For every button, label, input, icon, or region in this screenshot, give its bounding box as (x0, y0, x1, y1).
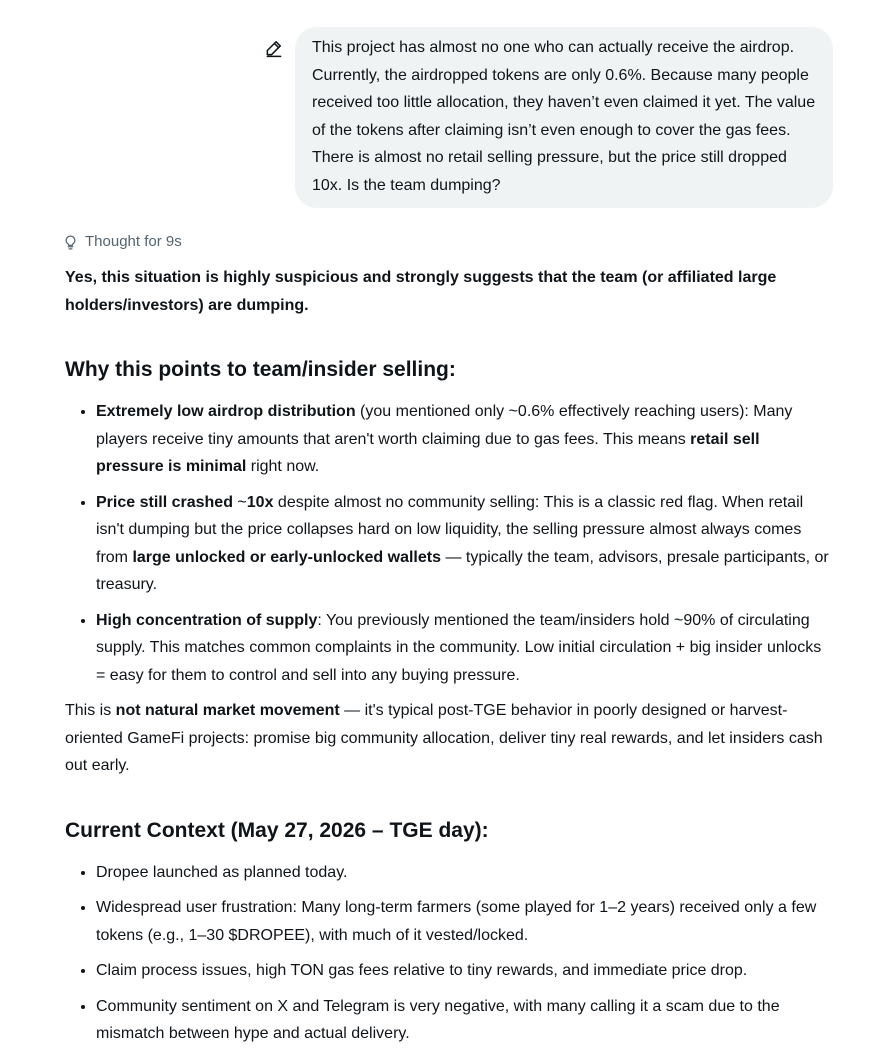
text: — typically the team, advisors, presale participants, or treasury. (96, 548, 829, 593)
user-message-row (0, 27, 876, 209)
text: despite almost no community selling: This is a classic red flag. When retail isn't dumping but the price collapses hard on low liquidity, the selling pressure almost always comes from (96, 493, 804, 566)
list-item (96, 607, 830, 690)
edit-pencil-icon (264, 38, 284, 58)
list-item: • Community sentiment on X and Telegram is very negative, with many calling it a scam due to the mismatch between hype and actual delivery. (96, 993, 830, 1048)
assistant-response (65, 264, 830, 1056)
text: ~ (232, 493, 247, 511)
section-heading-context: Current Context (May 27, 2026 – TGE day): (65, 818, 489, 842)
context-list (65, 859, 830, 1048)
section-heading-why: Why this points to team/insider selling: (65, 358, 456, 381)
list-item: • Dropee launched as planned today. (96, 859, 830, 887)
list-item (96, 489, 830, 599)
list-item: • Claim process issues, high TON gas fees relative to tiny rewards, and immediate price drop. (96, 957, 830, 985)
bold-text: not natural market movement (115, 702, 340, 719)
bold-text: Price still crashed (96, 493, 233, 511)
bold-text: High concentration of supply (96, 611, 318, 629)
response-summary (65, 697, 830, 780)
text: (you mentioned only ~0.6% effectively reaching users): Many players receive tiny amounts that aren't worth claiming due to gas fees. This means (96, 403, 793, 448)
bold-text: retail sell pressure is minimal (96, 430, 760, 475)
list-item (96, 398, 830, 481)
list-item: • Widespread user frustration: Many long-term farmers (some played for 1–2 years) received only a few tokens (e.g., 1–30 $DROPEE), with much of it vested/locked. (96, 894, 830, 949)
why-list (65, 398, 830, 689)
bold-text: 10x (246, 493, 274, 511)
thought-toggle[interactable] (62, 230, 182, 254)
text: right now. (246, 458, 320, 475)
text: This is (65, 702, 116, 719)
bold-text: Extremely low airdrop distribution (96, 403, 356, 420)
thought-label: Thought for 9s (85, 233, 182, 251)
text: : You previously mentioned the team/insiders hold ~90% of circulating supply. This matches common complaints in the community. Low initial circulation + big insider unlocks = easy for them to control and sell into any buying pressure. (96, 611, 822, 684)
user-message-bubble: This project has almost no one who can actually receive the airdrop. Currently, the airdropped tokens are only 0.6%. Because many people received too little allocation, they haven’t even claimed it yet. The value of the tokens after claiming isn’t even enough to cover the gas fees. There is almost no retail selling pressure, but the price still dropped 10x. Is the team dumping? (295, 27, 833, 208)
bold-text: large unlocked or early-unlocked wallets (132, 548, 441, 566)
response-intro: Yes, this situation is highly suspicious and strongly suggests that the team (or affiliated large holders/investors) are dumping. (65, 269, 777, 314)
lightbulb-icon (62, 234, 79, 251)
edit-message-button[interactable] (262, 36, 286, 60)
text: — it's typical post-TGE behavior in poorly designed or harvest-oriented GameFi projects: promise big community allocation, deliver tiny real rewards, and let insiders cash out early. (65, 702, 823, 774)
